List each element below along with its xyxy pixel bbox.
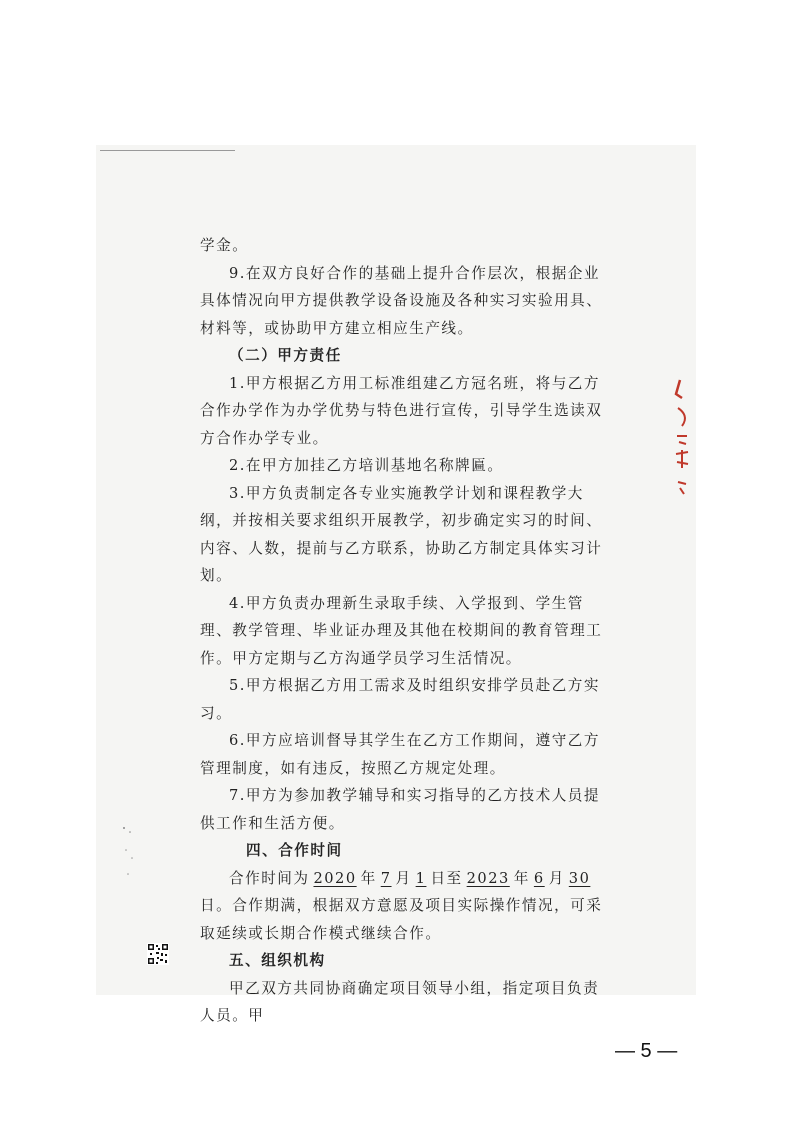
body-paragraph: 1.甲方根据乙方用工标准组建乙方冠名班，将与乙方合作办学作为办学优势与特色进行宣传，引导学生选读双方合作办学专业。 — [200, 374, 603, 447]
body-paragraph: 4.甲方负责办理新生录取手续、入学报到、学生管理、教学管理、毕业证办理及其他在校期间的教育管理工作。甲方定期与乙方沟通学员学习生活情况。 — [200, 594, 603, 667]
page-number: — 5 — — [615, 1040, 678, 1062]
cooperation-time-prefix: 合作时间为 — [229, 869, 310, 887]
end-year-field: 2023 — [466, 869, 510, 887]
year-label: 年 — [513, 869, 530, 887]
start-year-field: 2020 — [313, 869, 357, 887]
body-paragraph: 2.在甲方加挂乙方培训基地名称牌匾。 — [229, 457, 504, 474]
month-label: 月 — [395, 869, 412, 887]
body-paragraph: 3.甲方负责制定各专业实施教学计划和课程教学大纲，并按相关要求组织开展教学，初步确定实习的时间、内容、人数，提前与乙方联系，协助乙方制定具体实习计划。 — [200, 484, 603, 584]
end-month-field: 6 — [533, 869, 545, 887]
body-paragraph: 学金。 — [200, 237, 249, 254]
body-paragraph: 甲乙双方共同协商确定项目领导小组，指定项目负责人员。甲 — [200, 979, 600, 1024]
top-rule — [100, 150, 235, 151]
month-label: 月 — [548, 869, 565, 887]
start-month-field: 7 — [380, 869, 392, 887]
scan-specks — [120, 820, 140, 880]
cooperation-time-paragraph — [200, 865, 610, 948]
body-paragraph: 7.甲方为参加教学辅导和实习指导的乙方技术人员提供工作和生活方便。 — [200, 787, 600, 832]
end-day-field: 30 — [568, 869, 591, 887]
start-day-field: 1 — [415, 869, 427, 887]
cooperation-time-suffix: 日。合作期满，根据双方意愿及项目实际操作情况，可采取延续或长期合作模式继续合作。 — [200, 897, 603, 942]
section-heading: 四、合作时间 — [246, 842, 343, 859]
year-label: 年 — [360, 869, 377, 887]
section-heading: （二）甲方责任 — [229, 347, 342, 364]
document-body — [200, 232, 610, 1030]
body-paragraph: 6.甲方应培训督导其学生在乙方工作期间，遵守乙方管理制度，如有违反，按照乙方规定处理。 — [200, 732, 600, 777]
to-label: 日至 — [430, 869, 463, 887]
body-paragraph: 5.甲方根据乙方用工需求及时组织安排学员赴乙方实习。 — [200, 677, 600, 722]
red-seal-stamp-edge — [672, 372, 696, 502]
qr-code-icon — [147, 943, 169, 965]
body-paragraph: 9.在双方良好合作的基础上提升合作层次，根据企业具体情况向甲方提供教学设备设施及各种实习实验用具、材料等，或协助甲方建立相应生产线。 — [200, 264, 603, 337]
section-heading: 五、组织机构 — [229, 952, 326, 969]
